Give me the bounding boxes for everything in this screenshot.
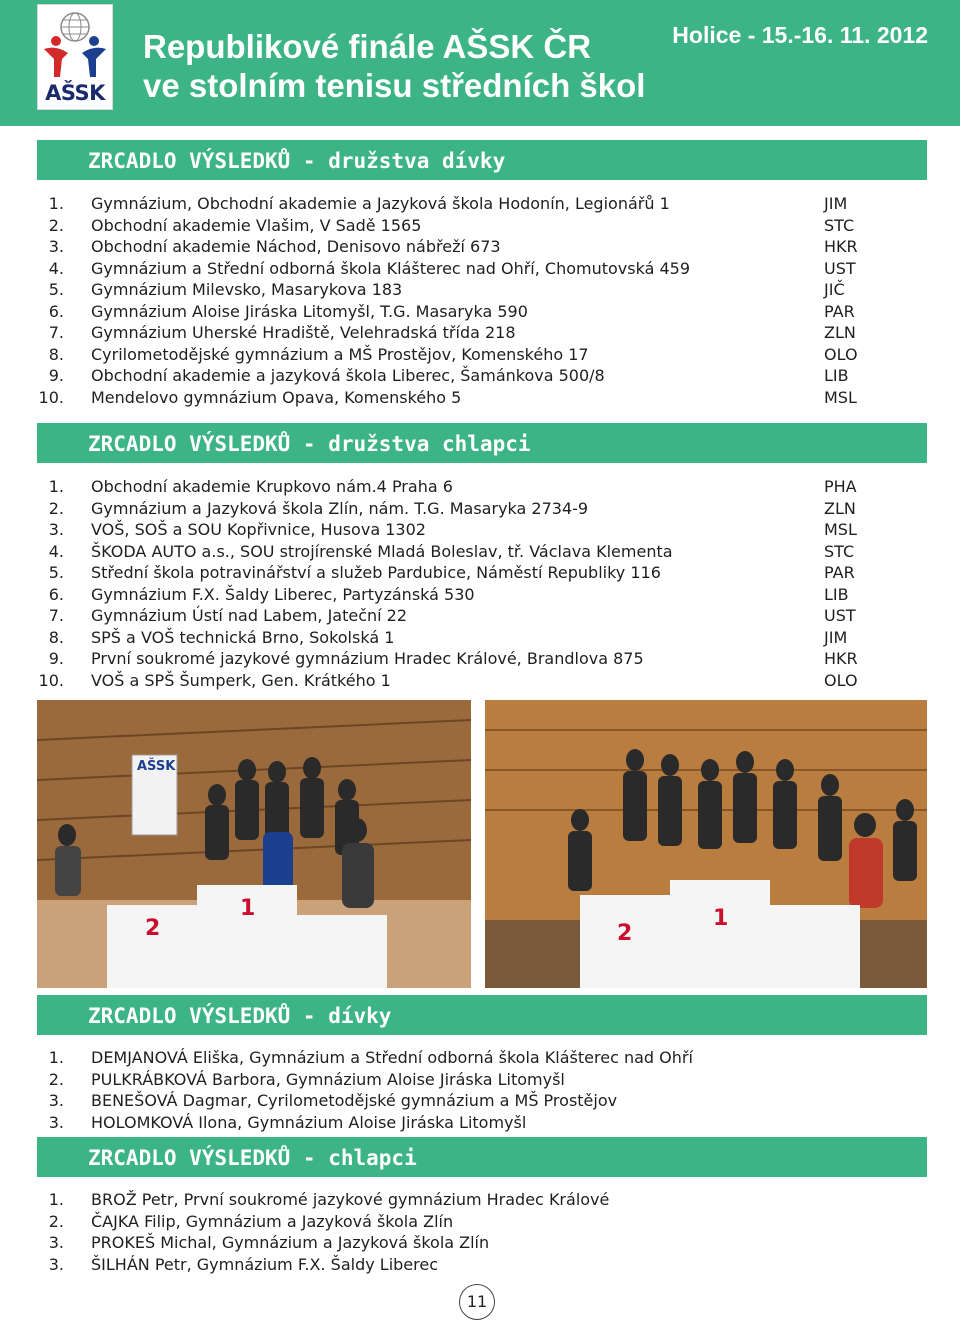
- entry-name: PULKRÁBKOVÁ Barbora, Gymnázium Aloise Jiráska Litomyšl: [91, 1069, 565, 1089]
- logo-text: AŠSK: [45, 81, 105, 105]
- section-bar-girls-teams: [37, 140, 927, 180]
- page-title-line2: ve stolním tenisu středních škol: [143, 67, 646, 104]
- banner-text: AŠSK: [137, 759, 176, 774]
- list-item: [0, 583, 960, 605]
- boys-individual-list: [0, 1188, 960, 1274]
- entry-name: Gymnázium, Obchodní akademie a Jazyková škola Hodonín, Legionářů 1: [91, 194, 670, 213]
- list-item: [0, 1089, 960, 1111]
- globe-figures-icon: [38, 5, 112, 81]
- entry-name: Obchodní akademie Krupkovo nám.4 Praha 6: [91, 477, 453, 496]
- list-item: [0, 214, 960, 236]
- list-item: [0, 626, 960, 648]
- podium-label: 1: [713, 906, 729, 931]
- region-code: UST: [824, 258, 856, 278]
- rank: 6.: [48, 584, 64, 604]
- rank: 10.: [38, 387, 64, 407]
- entry-name: DEMJANOVÁ Eliška, Gymnázium a Střední odborná škola Klášterec nad Ohří: [91, 1048, 693, 1067]
- entry-name: Cyrilometodějské gymnázium a MŠ Prostějov, Komenského 17: [91, 344, 589, 364]
- entry-name: Gymnázium Ústí nad Labem, Jateční 22: [91, 606, 408, 625]
- podium-label: 2: [145, 916, 161, 941]
- rank: 7.: [48, 606, 64, 625]
- rank: 8.: [48, 344, 64, 364]
- entry-name: HOLOMKOVÁ Ilona, Gymnázium Aloise Jiráska Litomyšl: [91, 1112, 527, 1132]
- region-code: LIB: [824, 584, 849, 604]
- rank: 1.: [48, 1190, 64, 1209]
- list-item: [0, 1231, 960, 1253]
- entry-name: BROŽ Petr, První soukromé jazykové gymnázium Hradec Králové: [91, 1190, 610, 1209]
- list-item: [0, 669, 960, 691]
- section-heading: ZRCADLO VÝSLEDKŮ - družstva chlapci: [88, 432, 531, 456]
- list-item: [0, 561, 960, 583]
- region-code: PHA: [824, 477, 857, 496]
- section-bar-boys-individual: [37, 1137, 927, 1177]
- entry-name: Střední škola potravinářství a služeb Pardubice, Náměstí Republiky 116: [91, 563, 661, 582]
- entry-name: Gymnázium a Jazyková škola Zlín, nám. T.G. Masaryka 2734-9: [91, 498, 589, 518]
- rank: 9.: [48, 649, 64, 668]
- entry-name: Mendelovo gymnázium Opava, Komenského 5: [91, 387, 462, 407]
- region-code: STC: [824, 215, 855, 235]
- rank: 6.: [48, 301, 64, 321]
- entry-name: Gymnázium Uherské Hradiště, Velehradská třída 218: [91, 323, 516, 342]
- section-heading: ZRCADLO VÝSLEDKŮ - družstva dívky: [88, 149, 506, 173]
- entry-name: ŠILHÁN Petr, Gymnázium F.X. Šaldy Liberec: [91, 1254, 439, 1274]
- entry-name: Gymnázium Aloise Jiráska Litomyšl, T.G. Masaryka 590: [91, 301, 528, 321]
- region-code: LIB: [824, 366, 849, 385]
- rank: 2.: [48, 1211, 64, 1231]
- section-heading: ZRCADLO VÝSLEDKŮ - dívky: [88, 1004, 392, 1028]
- rank: 10.: [38, 670, 64, 690]
- list-item: [0, 300, 960, 322]
- podium-label: 1: [240, 896, 256, 921]
- page-header: [0, 0, 960, 126]
- rank: 1.: [48, 477, 64, 496]
- rank: 7.: [48, 323, 64, 342]
- rank: 1.: [48, 1048, 64, 1067]
- rank: 3.: [48, 1112, 64, 1132]
- list-item: [0, 497, 960, 519]
- entry-name: Obchodní akademie Vlašim, V Sadě 1565: [91, 215, 422, 235]
- entry-name: Obchodní akademie Náchod, Denisovo nábřeží 673: [91, 237, 501, 256]
- list-item: [0, 647, 960, 669]
- region-code: HKR: [824, 237, 858, 256]
- list-item: [0, 278, 960, 300]
- list-item: [0, 604, 960, 626]
- region-code: STC: [824, 541, 855, 561]
- page-number: 11: [459, 1284, 495, 1320]
- list-item: [0, 364, 960, 386]
- event-date: Holice - 15.-16. 11. 2012: [672, 22, 928, 48]
- list-item: [0, 1188, 960, 1210]
- rank: 3.: [48, 1233, 64, 1252]
- entry-name: ČAJKA Filip, Gymnázium a Jazyková škola Zlín: [91, 1211, 454, 1231]
- podium-label: 2: [617, 921, 633, 946]
- entry-name: Gymnázium F.X. Šaldy Liberec, Partyzánská 530: [91, 584, 475, 604]
- region-code: UST: [824, 606, 856, 625]
- list-item: [0, 1210, 960, 1232]
- entry-name: ŠKODA AUTO a.s., SOU strojírenské Mladá Boleslav, tř. Václava Klementa: [91, 541, 673, 561]
- rank: 1.: [48, 194, 64, 213]
- rank: 2.: [48, 498, 64, 518]
- assk-logo: [37, 4, 113, 110]
- entry-name: PROKEŠ Michal, Gymnázium a Jazyková škola Zlín: [91, 1233, 490, 1252]
- entry-name: Gymnázium a Střední odborná škola Klášterec nad Ohří, Chomutovská 459: [91, 258, 691, 278]
- section-heading: ZRCADLO VÝSLEDKŮ - chlapci: [88, 1146, 417, 1170]
- list-item: [0, 235, 960, 257]
- list-item: [0, 540, 960, 562]
- region-code: JIM: [824, 627, 848, 647]
- girls-podium-photo: [37, 700, 471, 988]
- region-code: MSL: [824, 520, 857, 539]
- entry-name: První soukromé jazykové gymnázium Hradec Králové, Brandlova 875: [91, 649, 644, 668]
- rank: 3.: [48, 1254, 64, 1274]
- region-code: PAR: [824, 563, 855, 582]
- page-title-line1: Republikové finále AŠSK ČR: [143, 28, 592, 65]
- region-code: OLO: [824, 670, 858, 690]
- rank: 3.: [48, 237, 64, 256]
- rank: 2.: [48, 215, 64, 235]
- rank: 9.: [48, 366, 64, 385]
- region-code: ZLN: [824, 323, 856, 342]
- section-bar-girls-individual: [37, 995, 927, 1035]
- list-item: [0, 1046, 960, 1068]
- boys-teams-list: [0, 475, 960, 690]
- entry-name: Obchodní akademie a jazyková škola Liberec, Šamánkova 500/8: [91, 366, 605, 385]
- list-item: [0, 343, 960, 365]
- rank: 2.: [48, 1069, 64, 1089]
- boys-podium-photo: [485, 700, 927, 988]
- list-item: [0, 1068, 960, 1090]
- rank: 4.: [48, 541, 64, 561]
- girls-individual-list: [0, 1046, 960, 1132]
- rank: 3.: [48, 1091, 64, 1110]
- region-code: OLO: [824, 344, 858, 364]
- region-code: JIČ: [824, 280, 845, 299]
- rank: 3.: [48, 520, 64, 539]
- list-item: [0, 257, 960, 279]
- rank: 5.: [48, 280, 64, 299]
- entry-name: VOŠ, SOŠ a SOU Kopřivnice, Husova 1302: [91, 520, 426, 539]
- list-item: [0, 192, 960, 214]
- rank: 4.: [48, 258, 64, 278]
- girls-teams-list: [0, 192, 960, 407]
- region-code: JIM: [824, 194, 848, 213]
- list-item: [0, 518, 960, 540]
- list-item: [0, 321, 960, 343]
- region-code: MSL: [824, 387, 857, 407]
- rank: 5.: [48, 563, 64, 582]
- region-code: HKR: [824, 649, 858, 668]
- list-item: [0, 475, 960, 497]
- entry-name: BENEŠOVÁ Dagmar, Cyrilometodějské gymnázium a MŠ Prostějov: [91, 1091, 618, 1110]
- list-item: [0, 386, 960, 408]
- rank: 8.: [48, 627, 64, 647]
- region-code: ZLN: [824, 498, 856, 518]
- entry-name: SPŠ a VOŠ technická Brno, Sokolská 1: [91, 627, 395, 647]
- section-bar-boys-teams: [37, 423, 927, 463]
- region-code: PAR: [824, 301, 855, 321]
- entry-name: Gymnázium Milevsko, Masarykova 183: [91, 280, 403, 299]
- list-item: [0, 1253, 960, 1275]
- list-item: [0, 1111, 960, 1133]
- entry-name: VOŠ a SPŠ Šumperk, Gen. Krátkého 1: [91, 670, 391, 690]
